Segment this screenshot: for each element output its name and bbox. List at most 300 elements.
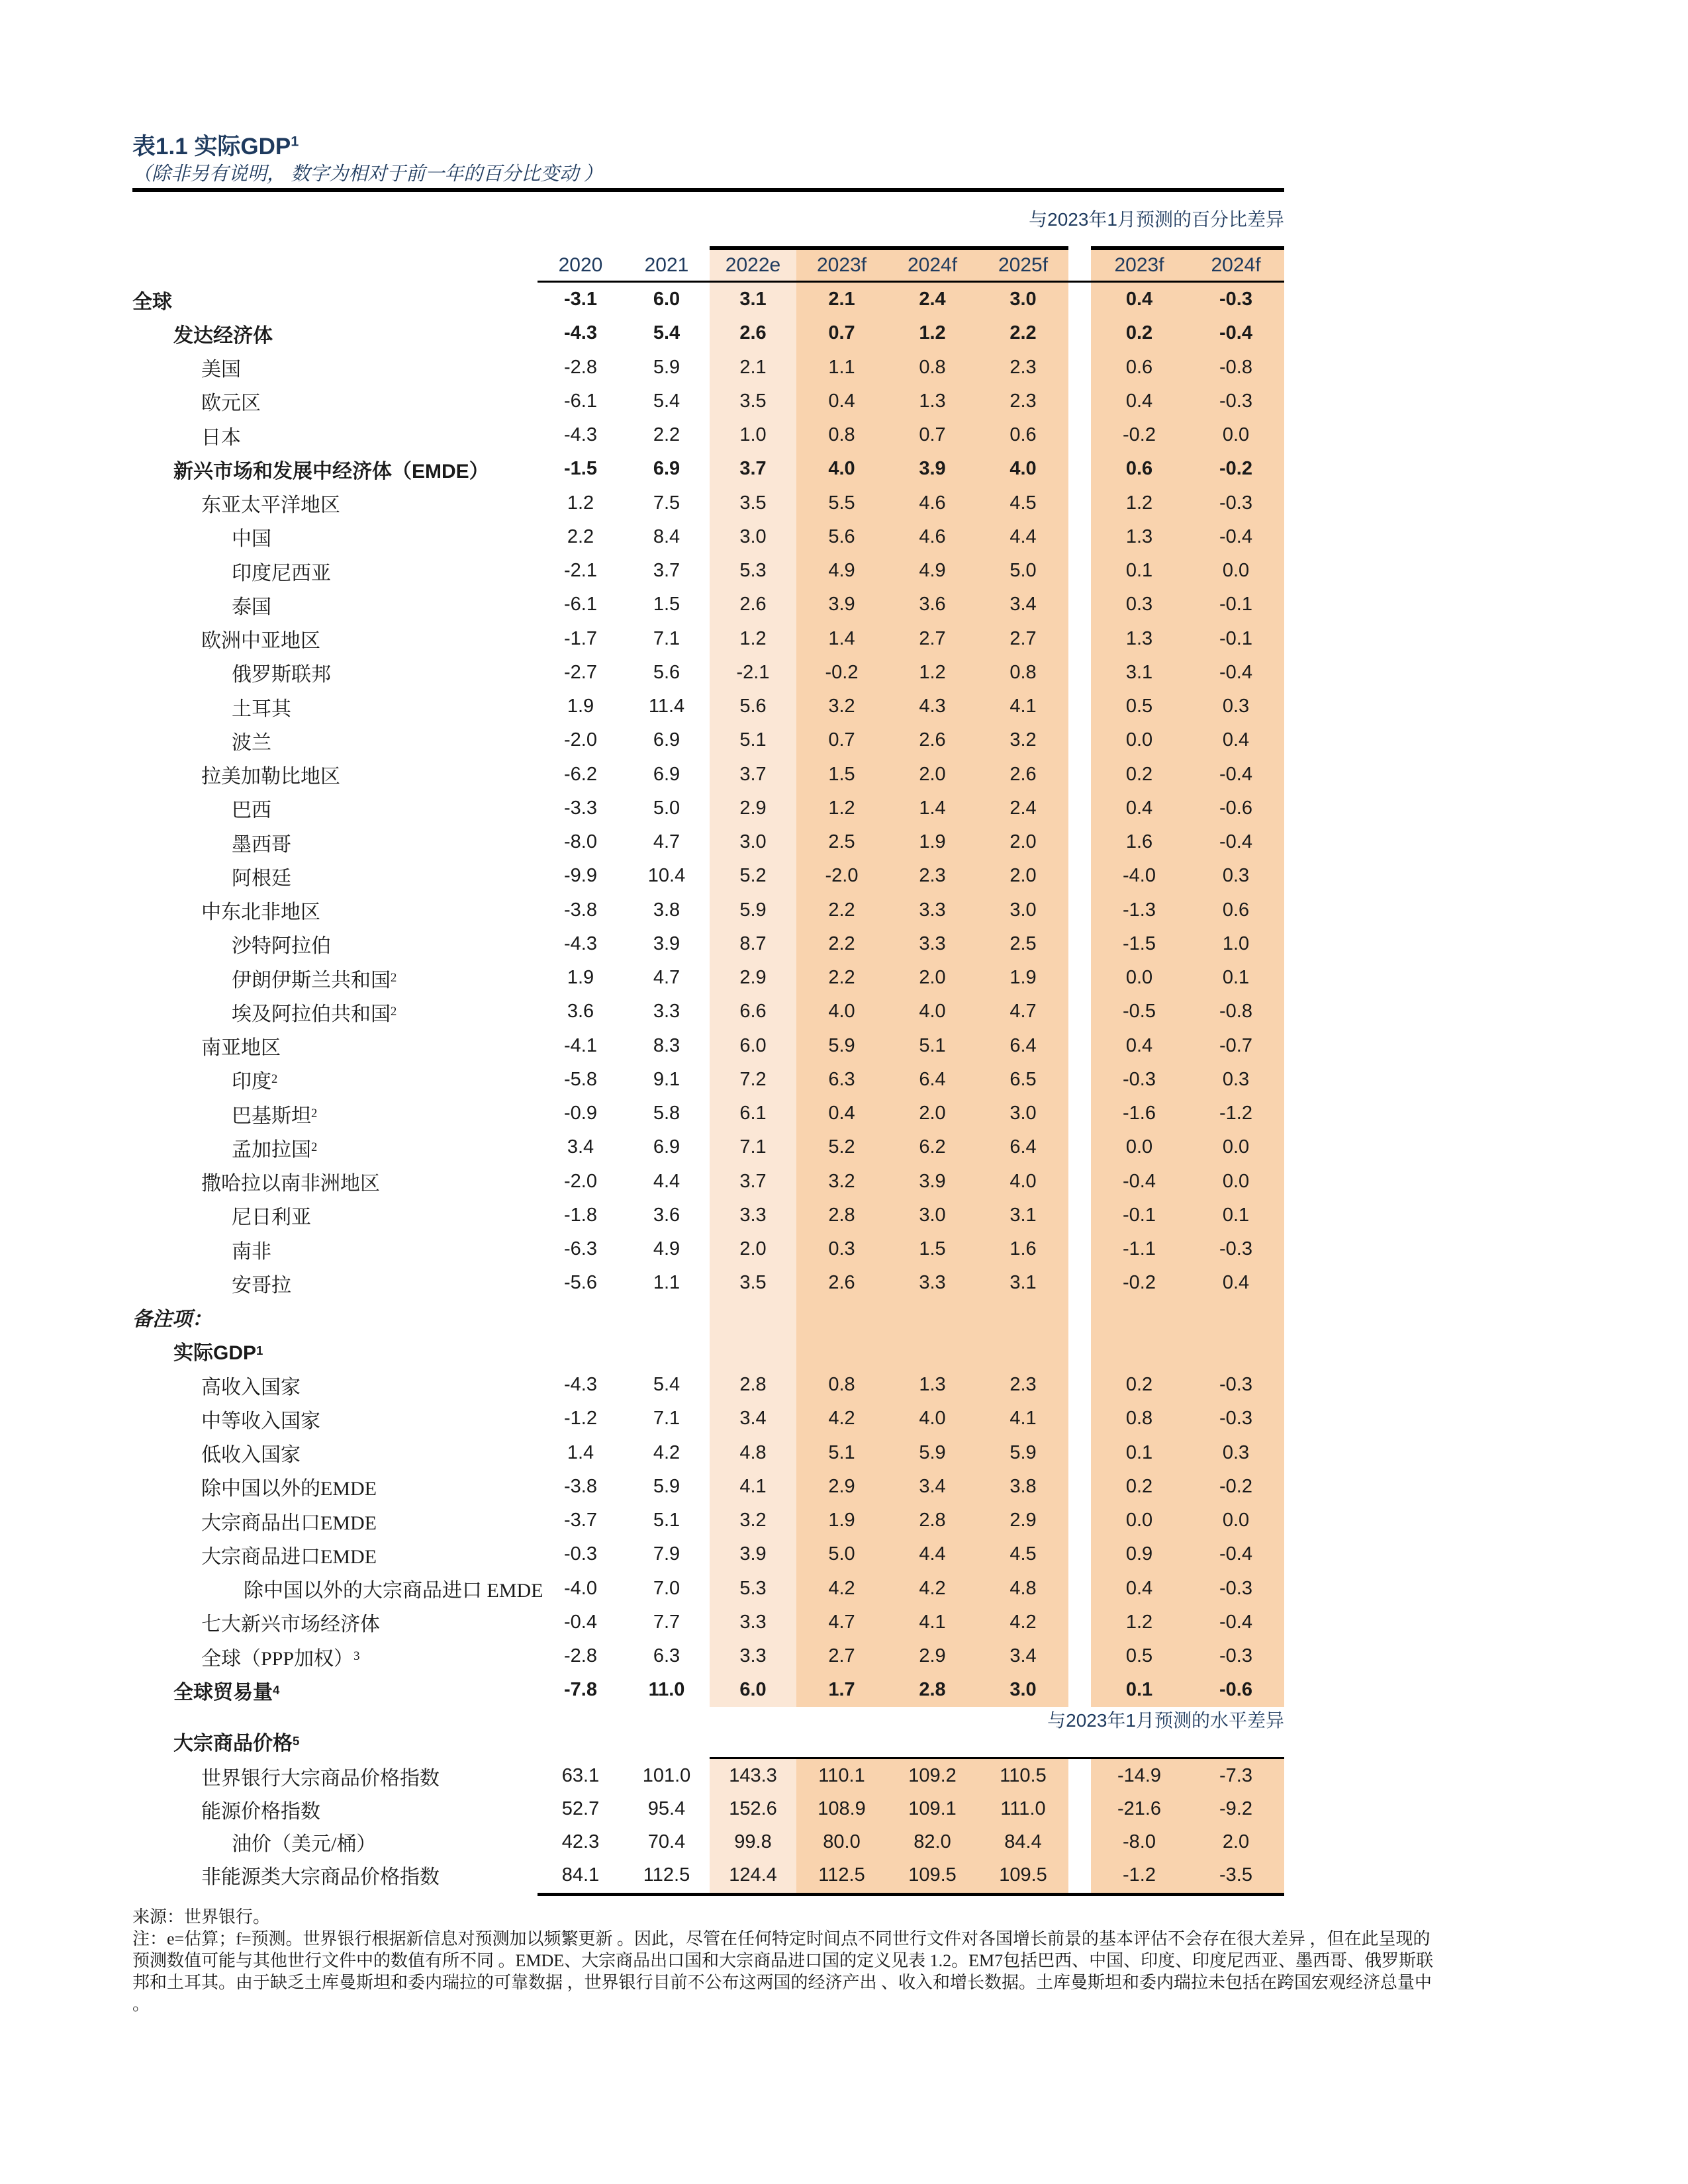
table-row (0, 1793, 1688, 1826)
value-cell: -0.4 (1219, 1543, 1252, 1565)
value-cell: 4.6 (919, 525, 946, 547)
value-cell: 0.4 (1125, 797, 1153, 819)
value-cell: -9.9 (564, 865, 597, 887)
value-cell: 70.4 (647, 1831, 686, 1852)
value-cell: 2.7 (828, 1645, 855, 1667)
value-cell: 4.1 (739, 1475, 767, 1497)
value-cell: 3.9 (653, 933, 680, 954)
main-table-body (0, 283, 1688, 1707)
value-cell: 3.1 (1009, 1204, 1037, 1226)
value-cell: 3.4 (567, 1136, 594, 1158)
value-cell: 1.2 (567, 492, 594, 514)
row-label: 七大新兴市场经济体 (201, 1614, 380, 1636)
value-cell: 2.7 (1009, 627, 1037, 649)
footer-notes (132, 1906, 1434, 2015)
value-cell: 1.7 (828, 1679, 855, 1701)
table-row (0, 758, 1688, 792)
value-cell: 3.3 (739, 1645, 767, 1667)
value-cell: -4.0 (564, 1577, 597, 1599)
value-cell: 4.1 (1009, 1408, 1037, 1430)
value-cell: -6.1 (564, 390, 597, 412)
value-cell: 2.9 (1009, 1510, 1037, 1531)
value-cell: 1.2 (919, 661, 946, 683)
value-cell: 4.8 (1009, 1577, 1037, 1599)
value-cell: 2.6 (739, 322, 767, 344)
value-cell: 5.4 (653, 1374, 680, 1396)
commodity-section-label-text: 大宗商品价格 (173, 1733, 293, 1754)
table-row (0, 893, 1688, 927)
value-cell: 1.6 (1125, 831, 1153, 853)
value-cell: 0.1 (1222, 967, 1250, 989)
value-cell: 5.1 (653, 1510, 680, 1531)
value-cell: 0.3 (1222, 696, 1250, 717)
value-cell: -5.8 (564, 1068, 597, 1090)
value-cell: 2.2 (1009, 322, 1037, 344)
value-cell: 0.0 (1125, 1510, 1153, 1531)
value-cell: -0.4 (1219, 763, 1252, 785)
value-cell: 0.4 (1125, 1034, 1153, 1056)
commodity-section-header (0, 1726, 1688, 1756)
value-cell: 0.5 (1125, 696, 1153, 717)
value-cell: -0.3 (1219, 492, 1252, 514)
value-cell: 6.4 (919, 1068, 946, 1090)
row-label: 欧元区 (201, 392, 261, 415)
row-label: 埃及阿拉伯共和国 2 (232, 1003, 397, 1025)
row-label: 中等收入国家 (201, 1410, 320, 1432)
value-cell: 3.2 (828, 1170, 855, 1192)
value-cell: 0.4 (1222, 729, 1250, 751)
value-cell: 7.1 (739, 1136, 767, 1158)
table-row (0, 316, 1688, 350)
value-cell: 8.4 (653, 525, 680, 547)
value-cell: 0.8 (1125, 1408, 1153, 1430)
value-cell: 3.0 (919, 1204, 946, 1226)
value-cell: 4.1 (1009, 696, 1037, 717)
value-cell: 0.9 (1125, 1543, 1153, 1565)
value-cell: 5.9 (653, 356, 680, 378)
value-cell: 3.7 (739, 763, 767, 785)
table-row (0, 452, 1688, 486)
value-cell: 4.2 (828, 1577, 855, 1599)
value-cell: 6.9 (653, 763, 680, 785)
value-cell: -0.2 (1123, 424, 1156, 446)
row-label: 全球贸易量 4 (173, 1681, 280, 1704)
value-cell: 5.9 (1009, 1441, 1037, 1463)
value-cell: 5.3 (739, 560, 767, 582)
value-cell: 0.1 (1222, 1204, 1250, 1226)
table-row (0, 554, 1688, 588)
value-cell: 1.1 (828, 356, 855, 378)
value-cell: -0.4 (1219, 831, 1252, 853)
value-cell: 8.7 (739, 933, 767, 954)
value-cell: 5.4 (653, 322, 680, 344)
table-row (0, 1436, 1688, 1470)
table-row (0, 1606, 1688, 1639)
table-row (0, 1572, 1688, 1606)
value-cell: -2.0 (564, 1170, 597, 1192)
value-cell: -0.4 (1219, 525, 1252, 547)
value-cell: 4.0 (919, 1408, 946, 1430)
value-cell: 4.9 (653, 1238, 680, 1260)
value-cell: 2.9 (919, 1645, 946, 1667)
row-label: 沙特阿拉伯 (232, 935, 331, 958)
value-cell: 84.4 (1004, 1831, 1042, 1852)
value-cell: 5.5 (828, 492, 855, 514)
value-cell: 11.4 (648, 696, 685, 717)
value-cell: 4.9 (919, 560, 946, 582)
row-label: 中东北非地区 (201, 901, 320, 924)
value-cell: -4.3 (564, 1374, 597, 1396)
value-cell: -0.4 (1219, 661, 1252, 683)
value-cell: 3.9 (919, 458, 946, 480)
value-cell: 0.8 (1009, 661, 1037, 683)
table-row (0, 1673, 1688, 1707)
table-title-footnote-mark: 1 (291, 132, 299, 150)
value-cell: 4.8 (739, 1441, 767, 1463)
value-cell: 1.3 (919, 390, 946, 412)
value-cell: 0.0 (1222, 560, 1250, 582)
value-cell: 3.3 (739, 1204, 767, 1226)
value-cell: -0.6 (1219, 797, 1252, 819)
row-label: 土耳其 (232, 698, 291, 720)
value-cell: 0.6 (1125, 356, 1153, 378)
value-cell: 5.4 (653, 390, 680, 412)
value-cell: -3.7 (564, 1510, 597, 1531)
column-header-2022e: 2022e (725, 254, 781, 276)
value-cell: 3.3 (919, 1272, 946, 1294)
row-label: 波兰 (232, 731, 271, 754)
value-cell: 3.4 (1009, 594, 1037, 615)
value-cell: 0.8 (828, 424, 855, 446)
value-cell: 0.6 (1009, 424, 1037, 446)
value-cell: 6.4 (1009, 1034, 1037, 1056)
column-header-2023f: 2023f (816, 254, 867, 276)
value-cell: 4.4 (1009, 525, 1037, 547)
value-cell: 3.5 (739, 1272, 767, 1294)
value-cell: 2.0 (919, 1103, 946, 1124)
value-cell: -1.2 (1123, 1864, 1156, 1886)
value-cell: 0.4 (828, 390, 855, 412)
value-cell: 4.7 (828, 1611, 855, 1633)
row-label: 新兴市场和发展中经济体（EMDE） (173, 460, 489, 482)
value-cell: 4.4 (919, 1543, 946, 1565)
value-cell: 1.5 (828, 763, 855, 785)
value-cell: 5.1 (739, 729, 767, 751)
value-cell: 3.5 (739, 492, 767, 514)
value-cell: 5.9 (653, 1475, 680, 1497)
value-cell: 0.1 (1125, 1679, 1153, 1701)
value-cell: 0.0 (1125, 967, 1153, 989)
row-label: 伊朗伊斯兰共和国 2 (232, 969, 397, 991)
value-cell: 109.1 (908, 1798, 957, 1820)
value-cell: 5.1 (919, 1034, 946, 1056)
value-cell: 4.3 (919, 696, 946, 717)
value-cell: -4.1 (564, 1034, 597, 1056)
value-cell: 6.0 (653, 289, 680, 310)
value-cell: 2.5 (828, 831, 855, 853)
footer-note-line: 来源：世界银行。 (132, 1907, 271, 1927)
row-label: 全球 (132, 291, 172, 313)
value-cell: 4.7 (1009, 1001, 1037, 1023)
value-cell: 3.6 (919, 594, 946, 615)
value-cell: 3.0 (739, 831, 767, 853)
value-cell: 1.4 (828, 627, 855, 649)
value-cell: -2.7 (564, 661, 597, 683)
value-cell: 7.5 (653, 492, 680, 514)
value-cell: 0.2 (1125, 1475, 1153, 1497)
value-cell: 2.6 (919, 729, 946, 751)
row-label: 印度尼西亚 (232, 562, 331, 584)
row-label: 阿根廷 (232, 867, 291, 889)
row-label: 日本 (201, 426, 241, 449)
row-label: 巴基斯坦 2 (232, 1105, 318, 1127)
table-row (0, 486, 1688, 520)
value-cell: 2.0 (1009, 865, 1037, 887)
value-cell: -0.1 (1219, 594, 1252, 615)
value-cell: 2.0 (1222, 1831, 1250, 1852)
table-row (0, 385, 1688, 418)
value-cell: -1.2 (564, 1408, 597, 1430)
table-row (0, 723, 1688, 757)
value-cell: 4.2 (1009, 1611, 1037, 1633)
value-cell: -0.2 (1219, 458, 1252, 480)
row-label: 欧洲中亚地区 (201, 630, 320, 653)
value-cell: -0.4 (1123, 1170, 1156, 1192)
value-cell: 2.5 (1009, 933, 1037, 954)
value-cell: 2.8 (739, 1374, 767, 1396)
table-row (0, 961, 1688, 995)
value-cell: 5.9 (739, 899, 767, 921)
value-cell: -0.2 (825, 661, 859, 683)
table-row (0, 825, 1688, 859)
value-cell: 3.3 (919, 933, 946, 954)
value-cell: 3.1 (739, 289, 767, 310)
value-cell: 5.6 (653, 661, 680, 683)
value-cell: 3.4 (1009, 1645, 1037, 1667)
table-row (0, 1063, 1688, 1097)
value-cell: -0.3 (1219, 1238, 1252, 1260)
table-row (0, 1165, 1688, 1199)
value-cell: 1.3 (919, 1374, 946, 1396)
row-label: 安哥拉 (232, 1274, 291, 1297)
value-cell: 5.1 (828, 1441, 855, 1463)
value-cell: 3.4 (919, 1475, 946, 1497)
value-cell: 1.3 (1125, 525, 1153, 547)
value-cell: 4.2 (653, 1441, 680, 1463)
value-cell: -2.1 (736, 661, 770, 683)
value-cell: -8.0 (1123, 1831, 1156, 1852)
value-cell: 0.8 (919, 356, 946, 378)
value-cell: 0.0 (1222, 1510, 1250, 1531)
value-cell: 3.2 (739, 1510, 767, 1531)
column-header-2024f: 2024f (907, 254, 958, 276)
column-header-2020: 2020 (558, 254, 603, 276)
value-cell: 1.2 (919, 322, 946, 344)
table-row (0, 1199, 1688, 1232)
table-row (0, 1826, 1688, 1859)
value-cell: -4.3 (564, 933, 597, 954)
footer-note-line: 注：e=估算；f=预测。世界银行根据新信息对预测加以频繁更新 。因此，尽管在任何特定时间点不同世行文件对各国增长前景的基本评估不会存在很大差异 ，但在此呈现的 (132, 1929, 1430, 1948)
row-label: 泰国 (232, 596, 271, 618)
value-cell: -1.7 (564, 627, 597, 649)
row-label: 备注项： (132, 1308, 212, 1331)
value-cell: 2.4 (1009, 797, 1037, 819)
row-label: 尼日利亚 (232, 1206, 311, 1229)
row-label: 俄罗斯联邦 (232, 664, 331, 686)
value-cell: 5.8 (653, 1103, 680, 1124)
value-cell: 2.3 (919, 865, 946, 887)
value-cell: 2.3 (1009, 390, 1037, 412)
value-cell: 1.5 (919, 1238, 946, 1260)
row-label: 除中国以外的EMDE (201, 1478, 377, 1500)
value-cell: 110.1 (818, 1765, 865, 1787)
value-cell: 1.0 (739, 424, 767, 446)
value-cell: 7.9 (653, 1543, 680, 1565)
value-cell: 3.8 (653, 899, 680, 921)
value-cell: 0.7 (828, 729, 855, 751)
value-cell: 1.9 (919, 831, 946, 853)
value-cell: -0.5 (1123, 1001, 1156, 1023)
value-cell: -7.3 (1219, 1765, 1252, 1787)
value-cell: -0.4 (1219, 1611, 1252, 1633)
value-cell: -0.6 (1219, 1679, 1252, 1701)
value-cell: 4.7 (653, 831, 680, 853)
value-cell: 0.8 (828, 1374, 855, 1396)
value-cell: -2.8 (564, 356, 597, 378)
value-cell: -2.1 (564, 560, 597, 582)
value-cell: -8.0 (564, 831, 597, 853)
value-cell: 8.3 (653, 1034, 680, 1056)
value-cell: -3.1 (564, 289, 597, 310)
value-cell: 1.2 (828, 797, 855, 819)
value-cell: 0.3 (1222, 1441, 1250, 1463)
value-cell: 9.1 (653, 1068, 680, 1090)
value-cell: 101.0 (642, 1765, 691, 1787)
value-cell: 4.0 (1009, 458, 1037, 480)
value-cell: 6.0 (739, 1034, 767, 1056)
value-cell: 0.0 (1125, 729, 1153, 751)
value-cell: 1.3 (1125, 627, 1153, 649)
value-cell: -1.1 (1123, 1238, 1156, 1260)
table-subtitle: （除非另有说明， 数字为相对于前一年的百分比变动 ） (132, 163, 603, 185)
table-row (0, 283, 1688, 316)
value-cell: -0.3 (1219, 1577, 1252, 1599)
value-cell: 3.5 (739, 390, 767, 412)
value-cell: 1.2 (1125, 1611, 1153, 1633)
value-cell: 3.2 (1009, 729, 1037, 751)
value-cell: 2.2 (653, 424, 680, 446)
value-cell: 7.0 (653, 1577, 680, 1599)
row-label: 除中国以外的大宗商品进口 EMDE (244, 1580, 543, 1602)
value-cell: -6.3 (564, 1238, 597, 1260)
table-row (0, 1639, 1688, 1673)
value-cell: 2.2 (567, 525, 594, 547)
value-cell: 3.6 (653, 1204, 680, 1226)
value-cell: 5.2 (828, 1136, 855, 1158)
row-label: 撒哈拉以南非洲地区 (201, 1173, 380, 1195)
value-cell: 1.4 (567, 1441, 594, 1463)
value-cell: 0.4 (1125, 289, 1153, 310)
value-cell: -0.7 (1219, 1034, 1252, 1056)
value-cell: -0.1 (1219, 627, 1252, 649)
value-cell: -1.5 (1123, 933, 1156, 954)
value-cell: 63.1 (561, 1765, 600, 1787)
row-label: 低收入国家 (201, 1444, 301, 1467)
value-cell: -2.0 (564, 729, 597, 751)
row-label: 墨西哥 (232, 833, 291, 856)
value-cell: 2.9 (828, 1475, 855, 1497)
value-cell: 3.8 (1009, 1475, 1037, 1497)
footer-note-line: 邦和土耳其。由于缺乏土库曼斯坦和委内瑞拉的可靠数据 ，世界银行目前不公布这两国的经济产出 、收入和增长数据。土库曼斯坦和委内瑞拉未包括在跨国宏观经济总量中 (132, 1973, 1432, 1992)
value-cell: -0.3 (1219, 289, 1252, 310)
value-cell: 2.6 (739, 594, 767, 615)
value-cell: 4.4 (653, 1170, 680, 1192)
value-cell: 0.4 (1125, 390, 1153, 412)
value-cell: 5.9 (828, 1034, 855, 1056)
value-cell: 110.5 (1000, 1765, 1047, 1787)
value-cell: 4.0 (1009, 1170, 1037, 1192)
row-label: 印度 2 (232, 1071, 278, 1093)
row-label: 孟加拉国 2 (232, 1138, 318, 1161)
value-cell: 1.9 (1009, 967, 1037, 989)
table-row (0, 1029, 1688, 1063)
commodity-table-body (0, 1760, 1688, 1891)
value-cell: -0.2 (1123, 1272, 1156, 1294)
column-header-2025f: 2025f (998, 254, 1049, 276)
value-cell: -0.3 (1219, 390, 1252, 412)
value-cell: 143.3 (729, 1765, 777, 1787)
value-cell: -0.1 (1123, 1204, 1156, 1226)
value-cell: -14.9 (1117, 1765, 1162, 1787)
value-cell: -21.6 (1117, 1798, 1162, 1820)
value-cell: -2.8 (564, 1645, 597, 1667)
table-row (0, 859, 1688, 893)
table-row (0, 995, 1688, 1028)
value-cell: 1.9 (828, 1510, 855, 1531)
value-cell: 3.2 (828, 696, 855, 717)
row-label: 高收入国家 (201, 1376, 301, 1398)
value-cell: 0.3 (828, 1238, 855, 1260)
value-cell: 4.7 (653, 967, 680, 989)
row-label: 巴西 (232, 799, 271, 822)
table-row (0, 351, 1688, 385)
value-cell: -0.3 (1219, 1408, 1252, 1430)
value-cell: 2.2 (828, 933, 855, 954)
table-title (132, 128, 299, 161)
value-cell: 109.5 (999, 1864, 1047, 1886)
row-label: 南亚地区 (201, 1037, 281, 1060)
value-cell: 1.9 (567, 967, 594, 989)
value-cell: 2.8 (919, 1510, 946, 1531)
value-cell: 0.4 (1222, 1272, 1250, 1294)
value-cell: 42.3 (561, 1831, 600, 1852)
value-cell: 2.0 (919, 763, 946, 785)
value-cell: 2.6 (828, 1272, 855, 1294)
value-cell: 2.9 (739, 797, 767, 819)
value-cell: 0.0 (1222, 1136, 1250, 1158)
value-cell: 2.3 (1009, 1374, 1037, 1396)
footer-note-line: 预测数值可能与其他世行文件中的数值有所不同 。EMDE、大宗商品出口国和大宗商品进口国的定义见表 1.2。EM7包括巴西、中国、印度、印度尼西亚、墨西哥、俄罗斯联 (132, 1951, 1434, 1970)
value-cell: 4.6 (919, 492, 946, 514)
value-cell: -0.2 (1219, 1475, 1252, 1497)
table-row (0, 927, 1688, 961)
value-cell: 7.7 (653, 1611, 680, 1633)
row-label: 大宗商品出口EMDE (201, 1512, 377, 1534)
value-cell: 1.0 (1222, 933, 1250, 954)
value-cell: 0.7 (919, 424, 946, 446)
value-cell: 0.7 (828, 322, 855, 344)
value-cell: -2.0 (825, 865, 859, 887)
